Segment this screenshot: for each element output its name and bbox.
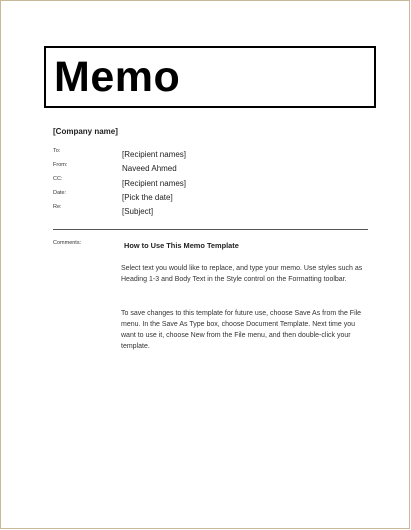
- title-box: [44, 46, 376, 108]
- header-divider: [53, 229, 368, 230]
- date-value[interactable]: [Pick the date]: [122, 193, 173, 202]
- cc-value[interactable]: [Recipient names]: [122, 179, 187, 188]
- re-label: Re:: [53, 204, 62, 210]
- body-paragraph-2[interactable]: To save changes to this template for future use, choose Save As from the File menu. In the Save As Type box, choose Document Template. Next time you want to use it, choose New from the File menu, and then double-click your template.: [121, 310, 362, 350]
- comments-label: Comments:: [53, 240, 82, 246]
- body-paragraph-1[interactable]: Select text you would like to replace, and type your memo. Use styles such as Heading 1-3 and Body Text in the Style control on the Formatting toolbar.: [121, 265, 363, 283]
- cc-label: CC:: [53, 176, 63, 182]
- subject-value[interactable]: [Subject]: [122, 207, 154, 216]
- company-name[interactable]: [Company name]: [53, 127, 118, 136]
- to-label: To:: [53, 148, 61, 154]
- memo-title[interactable]: Memo: [54, 53, 181, 101]
- from-value[interactable]: Naveed Ahmed: [122, 164, 177, 173]
- body-heading[interactable]: How to Use This Memo Template: [124, 241, 239, 250]
- from-label: From:: [53, 162, 68, 168]
- date-label: Date:: [53, 190, 67, 196]
- to-value[interactable]: [Recipient names]: [122, 150, 187, 159]
